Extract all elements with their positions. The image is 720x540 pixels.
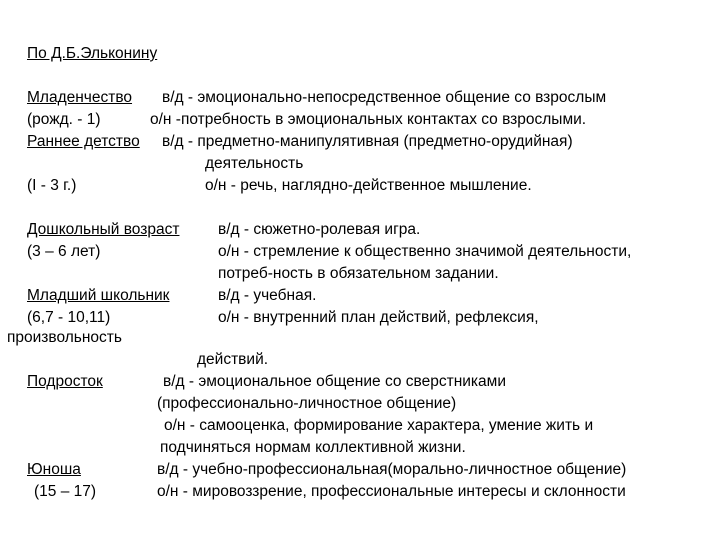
period-junior-school: Младший школьник (27, 287, 170, 304)
activity-early-childhood-cont: деятельность (205, 155, 304, 172)
activity-youth: в/д - учебно-профессиональная(морально-личностное общение) (157, 461, 627, 478)
age-junior-school: (6,7 - 10,11) (27, 309, 111, 326)
period-infancy: Младенчество (27, 89, 133, 106)
neoplasm-youth: о/н - мировоззрение, профессиональные интересы и склонности (157, 483, 626, 500)
neoplasm-junior-school-end: действий. (197, 351, 269, 368)
age-infancy: (рожд. - 1) (27, 111, 101, 128)
period-youth: Юноша (27, 461, 81, 478)
age-youth: (15 – 17) (34, 483, 97, 500)
period-early-childhood: Раннее детство (27, 133, 140, 150)
activity-early-childhood: в/д - предметно-манипулятивная (предметно-орудийная) (162, 133, 573, 150)
document-title: По Д.Б.Эльконину (27, 45, 158, 62)
neoplasm-adolescent: о/н - самооценка, формирование характера, умение жить и (164, 417, 594, 434)
activity-adolescent: в/д - эмоциональное общение со сверстниками (163, 373, 506, 390)
activity-preschool: в/д - сюжетно-ролевая игра. (218, 221, 421, 238)
age-early-childhood: (I - 3 г.) (27, 177, 77, 194)
period-preschool: Дошкольный возраст (27, 221, 180, 238)
period-adolescent: Подросток (27, 373, 103, 390)
neoplasm-infancy: о/н -потребность в эмоциональных контактах со взрослыми. (150, 111, 587, 128)
neoplasm-early-childhood: о/н - речь, наглядно-действенное мышление. (205, 177, 532, 194)
neoplasm-junior-school: о/н - внутренний план действий, рефлексия, (218, 309, 539, 326)
neoplasm-preschool-cont: потреб-ность в обязательном задании. (218, 265, 499, 282)
age-preschool: (3 – 6 лет) (27, 243, 101, 260)
activity-infancy: в/д - эмоционально-непосредственное общение со взрослым (162, 89, 607, 106)
neoplasm-junior-school-cont: произвольность (7, 329, 122, 346)
activity-junior-school: в/д - учебная. (218, 287, 317, 304)
activity-adolescent-cont: (профессионально-личностное общение) (157, 395, 457, 412)
neoplasm-preschool: о/н - стремление к общественно значимой деятельности, (218, 243, 632, 260)
neoplasm-adolescent-cont: подчиняться нормам коллективной жизни. (160, 439, 466, 456)
